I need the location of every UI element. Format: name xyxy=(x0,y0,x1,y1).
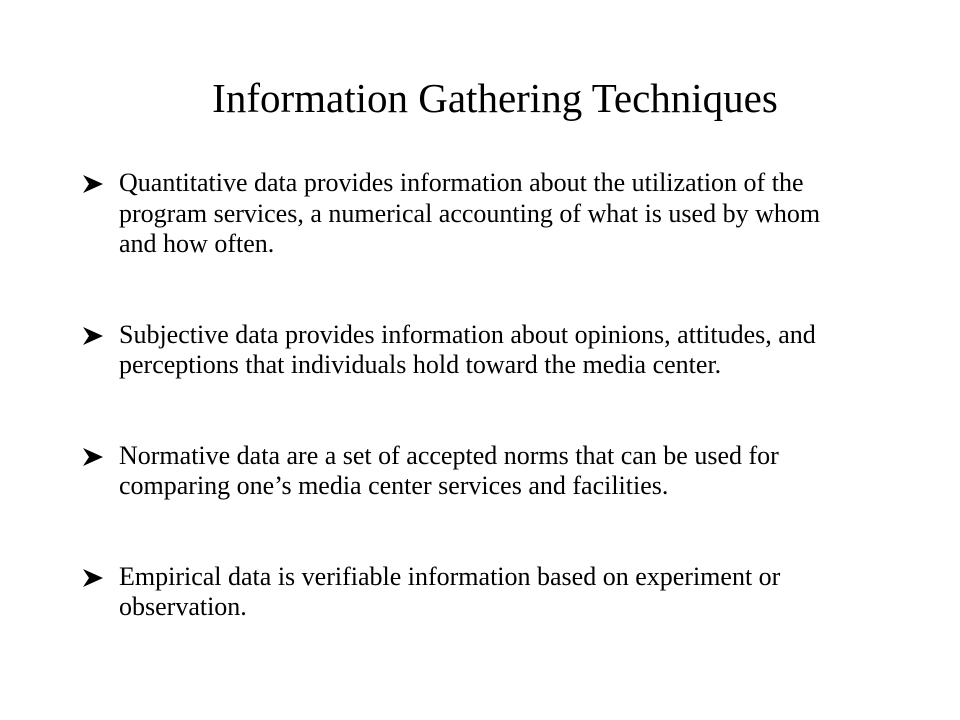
arrowhead-bullet-icon xyxy=(82,326,104,346)
bullet-list xyxy=(82,168,862,623)
arrowhead-bullet-icon xyxy=(82,174,104,194)
bullet-item-subjective xyxy=(82,320,862,381)
bullet-item-normative xyxy=(82,441,862,502)
slide-title: Information Gathering Techniques xyxy=(212,75,778,121)
bullet-item-quantitative xyxy=(82,168,862,260)
bullet-text: Normative data are a set of accepted norms that can be used for comparing one’s media center services and facilities. xyxy=(119,440,779,500)
bullet-text: Empirical data is verifiable information based on experiment or observation. xyxy=(119,561,781,621)
arrowhead-bullet-icon xyxy=(82,568,104,588)
bullet-text: Quantitative data provides information about the utilization of the program services, a numerical accounting of what is used by whom and how often. xyxy=(119,168,821,258)
arrowhead-bullet-icon xyxy=(82,447,104,467)
bullet-text: Subjective data provides information about opinions, attitudes, and perceptions that individuals hold toward the media center. xyxy=(119,319,816,379)
bullet-item-empirical xyxy=(82,562,862,623)
